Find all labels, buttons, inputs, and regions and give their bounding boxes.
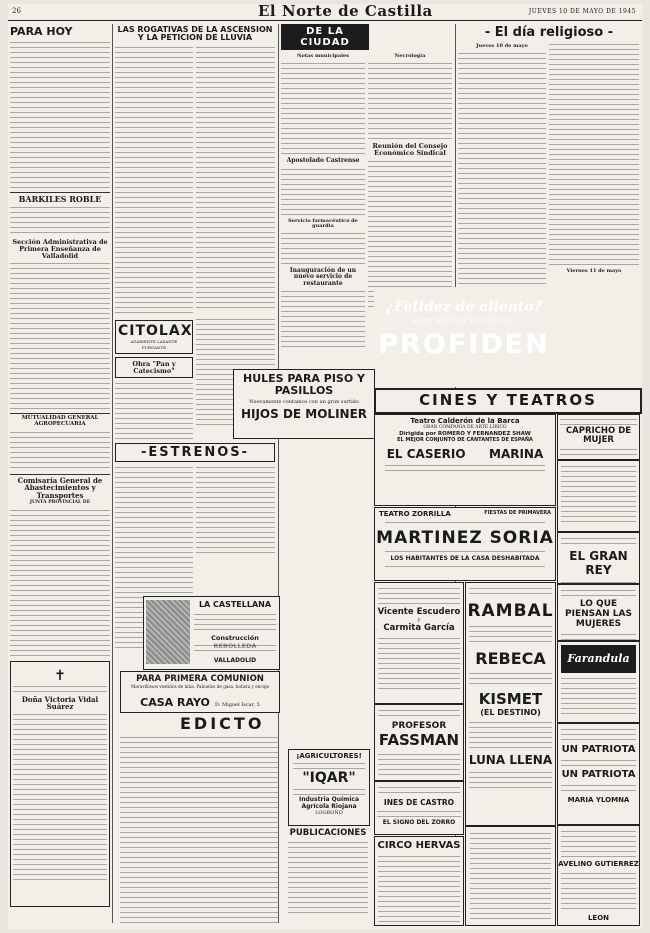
gran-rey-title: EL GRAN REY	[569, 549, 628, 577]
rogativas-text-right	[196, 45, 275, 309]
habitantes-title: LOS HABITANTES DE LA CASA DESHABITADA	[390, 555, 540, 562]
calderon-ad	[374, 414, 556, 506]
citolax-brand: CITOLAX	[118, 322, 193, 339]
comisaria-heading: Comisaría General de Abastecimientos y Transportes	[17, 475, 103, 500]
destino-subtitle: (EL DESTINO)	[480, 708, 541, 717]
obra-heading: Obra "Pan y Catecismo"	[132, 359, 176, 375]
barkiles-text	[10, 205, 110, 237]
logrono-city: LOGROÑO	[315, 810, 343, 816]
apostolado-heading: Apostolado Castrense	[286, 157, 360, 165]
profiden-sub: Elixir ANTISEPTICO BUCAL	[413, 317, 515, 325]
necrologia-text	[368, 61, 452, 141]
garcia-ad	[465, 826, 556, 926]
kismet-title: KISMET	[478, 690, 543, 708]
obituary-box	[10, 661, 110, 907]
servicio-heading: Servicio farmacéutico de guardia	[288, 217, 358, 229]
edicto-heading: EDICTO	[180, 714, 265, 733]
obra-text	[115, 381, 193, 439]
estrenos-heading: -ESTRENOS-	[140, 445, 250, 461]
signo-title: EL SIGNO DEL ZORRO	[382, 819, 456, 826]
fassman-ad	[374, 704, 464, 781]
calderon-director: Dirigida por ROMERO Y FERNANDEZ SHAW	[399, 431, 531, 437]
barkiles-heading: BARKILES ROBLE	[18, 193, 102, 204]
masthead	[8, 4, 642, 21]
circo-ad	[374, 836, 464, 926]
calderon-sub: GRAN COMPAÑIA DE ARTE LIRICO	[423, 425, 507, 430]
agricultores-heading: ¡AGRICULTORES!	[296, 752, 362, 760]
castellana-city: VALLADOLID	[213, 657, 257, 664]
avelino-name: AVELINO GUTIERREZ	[558, 860, 639, 868]
calderon-title: Teatro Calderón de la Barca	[410, 417, 520, 425]
maria-ylomna: MARIA YLOMNA	[567, 796, 630, 804]
lope-de-vega-ad	[465, 582, 556, 826]
citolax-ad	[115, 320, 193, 354]
ines-title: INES DE CASTRO	[383, 798, 455, 807]
publicaciones-section	[288, 827, 368, 915]
viernes-heading: Viernes 11 de mayo	[566, 267, 622, 274]
vicente-name: Vicente Escudero	[377, 607, 461, 617]
capricho-title: CAPRICHO DE MUJER	[565, 426, 632, 445]
industria-name: Industria Química Agrícola Riojana	[298, 796, 359, 810]
capitol-ad	[374, 781, 464, 835]
calderon-tagline: EL MEJOR CONJUNTO DE CANTANTES DE ESPAÑA	[397, 437, 533, 443]
zorrilla-fiestas: FIESTAS DE PRIMAVERA	[484, 510, 551, 516]
newspaper-title: El Norte de Castilla	[258, 2, 433, 20]
obituary-name: Doña Victoria Vidal Suárez	[21, 694, 99, 711]
casa-rayo: CASA RAYO	[140, 696, 210, 709]
carmita-name: Carmita García	[383, 623, 455, 633]
hules-sub: Nuevamente contamos con un gran surtido	[249, 399, 359, 405]
zorrilla-title: TEATRO ZORRILLA	[379, 510, 451, 518]
para-hoy-text	[10, 40, 110, 190]
page-number: 26	[12, 7, 21, 15]
farandula-ad	[557, 641, 640, 723]
leon-city: LEON	[587, 914, 610, 922]
cines-banner	[374, 388, 642, 414]
junta-heading: JUNTA PROVINCIAL DE	[29, 499, 91, 505]
patriota-ad	[557, 723, 640, 825]
vicente-escudero-ad: Vicente Escudero y Carmita García	[374, 582, 464, 704]
iqar-brand: "IQAR"	[302, 770, 356, 786]
luna-llena-title: LUNA LLENA	[468, 753, 553, 767]
gran-rey-ad	[557, 532, 640, 584]
caserio-title: EL CASERIO	[386, 447, 466, 461]
necrologia-heading: Necrología	[394, 53, 426, 59]
comunion-ad	[120, 671, 280, 713]
hules-heading: HULES PARA PISO Y PASILLOS	[242, 372, 365, 397]
casa-rayo-address: D. Miguel Iscar, 5	[214, 702, 260, 708]
comisaria-text	[10, 508, 110, 658]
para-hoy-heading: PARA HOY	[10, 25, 73, 38]
jueves-heading: Jueves 10 de mayo	[476, 42, 528, 49]
hules-ad	[233, 369, 375, 439]
estrenos-banner	[115, 443, 275, 462]
seccion-text	[10, 261, 110, 411]
estrenos-text-right	[196, 465, 275, 555]
profiden-brand: PROFIDEN	[378, 329, 550, 360]
patriota-title-2: UN PATRIOTA	[561, 769, 636, 780]
castellana-ad	[143, 596, 280, 670]
varieties-ad	[557, 460, 640, 532]
comunion-sub: Maravillosos vestidos de niña. Pañuelos de gasa, batista y encaje	[130, 684, 270, 689]
notas-heading: Notas municipales	[296, 53, 350, 59]
zorrilla-ad	[374, 507, 556, 581]
reunion-heading: Reunión del Consejo Económico Sindical	[372, 142, 448, 158]
rambal-name: RAMBAL	[467, 601, 554, 621]
religioso-heading: - El día religioso -	[484, 25, 614, 40]
fassman-name: FASSMAN	[378, 731, 460, 749]
farandula-title: Farandula	[561, 645, 636, 673]
obituary-text	[13, 712, 107, 882]
seccion-heading: Sección Administrativa de Primera Enseñanza de Valladolid	[12, 237, 108, 260]
mutualidad-heading: MUTUALIDAD GENERAL AGROPECUARIA	[21, 415, 99, 428]
notas-text	[281, 61, 365, 156]
newspaper-page	[8, 4, 642, 929]
marina-title: MARINA	[489, 447, 544, 461]
machine-illustration	[146, 600, 190, 664]
issue-date: JUEVES 10 DE MAYO DE 1945	[528, 8, 636, 15]
rogativas-heading: LAS ROGATIVAS DE LA ASCENSION Y LA PETICION DE LLUVIA	[117, 25, 273, 43]
comunion-heading: PARA PRIMERA COMUNION	[136, 674, 264, 684]
column-rule	[112, 24, 113, 923]
rebeca-title: REBECA	[475, 649, 546, 668]
circo-title: CIRCO HERVAS	[377, 840, 461, 851]
inauguracion-heading: Inauguración de un nuevo servicio de restaurante	[289, 267, 357, 287]
lo-que-title: LO QUE PIENSAN LAS MUJERES	[565, 599, 632, 629]
mutualidad-text	[10, 430, 110, 472]
moliner-brand: HIJOS DE MOLINER	[240, 407, 368, 421]
profiden-question: ¿Fetidez de aliento?	[386, 299, 542, 315]
cross-icon: ✝	[54, 667, 66, 684]
ciudad-banner: DE LA CIUDAD	[281, 24, 369, 50]
cines-heading: CINES Y TEATROS	[419, 391, 597, 409]
column-1	[10, 24, 110, 929]
patriota-title-1: UN PATRIOTA	[561, 744, 636, 755]
avelino-ad	[557, 825, 640, 926]
publicaciones-heading: PUBLICACIONES	[289, 828, 367, 838]
martinez-soria: MARTINEZ SORIA	[376, 528, 554, 548]
castellana-sub: Construcción	[211, 634, 259, 642]
edicto-text	[120, 735, 278, 925]
citolax-sub: AZARIENTE LAXANTE PURGANTE	[130, 338, 178, 350]
profesor-label: PROFESOR	[391, 721, 447, 731]
capricho-ad	[557, 414, 640, 460]
castellana-title: LA CASTELLANA	[198, 600, 272, 609]
lo-que-piensan-ad	[557, 584, 640, 641]
rogativas-text-left	[115, 45, 193, 315]
iqar-ad	[288, 749, 370, 826]
